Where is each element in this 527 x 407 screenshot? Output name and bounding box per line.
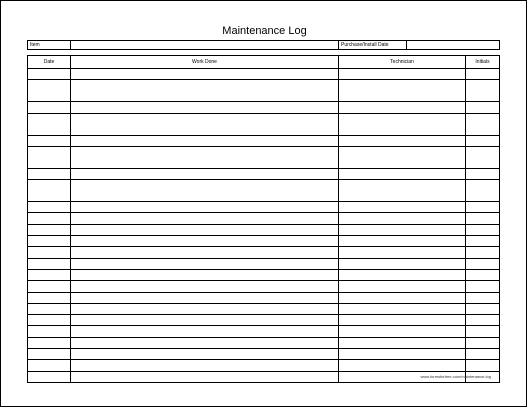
log-cell-initials[interactable]: [466, 135, 500, 146]
log-cell-work-done[interactable]: [71, 80, 339, 102]
log-cell-date[interactable]: [28, 292, 71, 303]
footer-url: www.formsforfree.com/maintenance-log: [420, 374, 491, 379]
log-cell-technician[interactable]: [339, 69, 466, 80]
log-cell-work-done[interactable]: [71, 360, 339, 371]
log-cell-date[interactable]: [28, 371, 71, 382]
log-cell-technician[interactable]: [339, 269, 466, 280]
log-cell-technician[interactable]: [339, 315, 466, 326]
log-cell-date[interactable]: [28, 135, 71, 146]
column-header-initials: Initials: [466, 56, 500, 69]
log-row: [28, 69, 500, 80]
log-cell-date[interactable]: [28, 202, 71, 213]
log-cell-initials[interactable]: [466, 213, 500, 224]
log-cell-work-done[interactable]: [71, 102, 339, 113]
log-cell-work-done[interactable]: [71, 303, 339, 314]
log-row: [28, 281, 500, 292]
log-cell-technician[interactable]: [339, 80, 466, 102]
log-cell-work-done[interactable]: [71, 69, 339, 80]
log-cell-work-done[interactable]: [71, 269, 339, 280]
log-cell-work-done[interactable]: [71, 371, 339, 382]
log-cell-date[interactable]: [28, 247, 71, 258]
log-cell-initials[interactable]: [466, 258, 500, 269]
log-cell-initials[interactable]: [466, 337, 500, 348]
log-cell-work-done[interactable]: [71, 213, 339, 224]
log-cell-date[interactable]: [28, 337, 71, 348]
log-cell-work-done[interactable]: [71, 236, 339, 247]
column-header-technician: Technician: [339, 56, 466, 69]
log-row: [28, 360, 500, 371]
log-row: [28, 180, 500, 202]
log-cell-work-done[interactable]: [71, 281, 339, 292]
maintenance-log-table: [27, 55, 500, 383]
log-row: [28, 102, 500, 113]
log-cell-initials[interactable]: [466, 224, 500, 235]
log-cell-date[interactable]: [28, 258, 71, 269]
log-cell-technician[interactable]: [339, 281, 466, 292]
item-info-table: [27, 40, 500, 50]
log-cell-initials[interactable]: [466, 360, 500, 371]
log-cell-initials[interactable]: [466, 202, 500, 213]
log-row: [28, 292, 500, 303]
log-cell-date[interactable]: [28, 224, 71, 235]
log-cell-work-done[interactable]: [71, 315, 339, 326]
item-label: Item: [28, 41, 71, 50]
log-cell-technician[interactable]: [339, 360, 466, 371]
log-cell-technician[interactable]: [339, 135, 466, 146]
log-row: [28, 269, 500, 280]
log-cell-work-done[interactable]: [71, 292, 339, 303]
log-cell-date[interactable]: [28, 80, 71, 102]
header-row: [28, 56, 500, 69]
log-cell-technician[interactable]: [339, 337, 466, 348]
column-header-date: Date: [28, 56, 71, 69]
log-row: [28, 337, 500, 348]
log-cell-technician[interactable]: [339, 224, 466, 235]
log-cell-initials[interactable]: [466, 269, 500, 280]
log-cell-work-done[interactable]: [71, 337, 339, 348]
log-cell-date[interactable]: [28, 269, 71, 280]
log-cell-initials[interactable]: [466, 247, 500, 258]
log-cell-date[interactable]: [28, 303, 71, 314]
log-cell-initials[interactable]: [466, 80, 500, 102]
log-row: [28, 80, 500, 102]
log-cell-work-done[interactable]: [71, 113, 339, 135]
log-cell-date[interactable]: [28, 113, 71, 135]
log-cell-work-done[interactable]: [71, 258, 339, 269]
log-cell-initials[interactable]: [466, 349, 500, 360]
log-cell-date[interactable]: [28, 180, 71, 202]
log-row: [28, 258, 500, 269]
log-cell-initials[interactable]: [466, 303, 500, 314]
log-cell-technician[interactable]: [339, 113, 466, 135]
log-cell-date[interactable]: [28, 360, 71, 371]
log-cell-initials[interactable]: [466, 69, 500, 80]
log-cell-work-done[interactable]: [71, 168, 339, 179]
purchase-date-field[interactable]: [407, 41, 500, 50]
item-info-row: [28, 41, 500, 50]
log-row: [28, 303, 500, 314]
column-header-work-done: Work Done: [71, 56, 339, 69]
log-row: [28, 315, 500, 326]
log-cell-initials[interactable]: [466, 292, 500, 303]
log-cell-initials[interactable]: [466, 326, 500, 337]
log-cell-work-done[interactable]: [71, 146, 339, 168]
log-row: [28, 202, 500, 213]
log-cell-initials[interactable]: [466, 146, 500, 168]
log-cell-technician[interactable]: [339, 102, 466, 113]
purchase-date-label: Purchase/Install Date: [339, 41, 407, 50]
log-cell-technician[interactable]: [339, 303, 466, 314]
log-cell-technician[interactable]: [339, 236, 466, 247]
log-row: [28, 213, 500, 224]
log-row: [28, 326, 500, 337]
log-cell-work-done[interactable]: [71, 247, 339, 258]
log-body: [28, 69, 500, 383]
log-cell-technician[interactable]: [339, 180, 466, 202]
log-row: [28, 247, 500, 258]
log-cell-work-done[interactable]: [71, 224, 339, 235]
log-row: [28, 146, 500, 168]
log-cell-date[interactable]: [28, 349, 71, 360]
page-title: Maintenance Log: [222, 25, 307, 37]
log-cell-date[interactable]: [28, 281, 71, 292]
log-cell-initials[interactable]: [466, 281, 500, 292]
log-cell-technician[interactable]: [339, 292, 466, 303]
log-cell-work-done[interactable]: [71, 326, 339, 337]
log-row: [28, 349, 500, 360]
item-field[interactable]: [71, 41, 339, 50]
log-row: [28, 135, 500, 146]
log-cell-work-done[interactable]: [71, 202, 339, 213]
log-cell-initials[interactable]: [466, 102, 500, 113]
log-cell-initials[interactable]: [466, 168, 500, 179]
log-row: [28, 113, 500, 135]
log-cell-date[interactable]: [28, 102, 71, 113]
log-cell-technician[interactable]: [339, 326, 466, 337]
log-cell-technician[interactable]: [339, 146, 466, 168]
log-row: [28, 168, 500, 179]
log-cell-work-done[interactable]: [71, 349, 339, 360]
log-cell-initials[interactable]: [466, 315, 500, 326]
log-row: [28, 224, 500, 235]
log-cell-date[interactable]: [28, 236, 71, 247]
log-cell-work-done[interactable]: [71, 135, 339, 146]
log-cell-technician[interactable]: [339, 168, 466, 179]
log-cell-technician[interactable]: [339, 258, 466, 269]
log-cell-technician[interactable]: [339, 247, 466, 258]
log-cell-date[interactable]: [28, 69, 71, 80]
log-cell-date[interactable]: [28, 315, 71, 326]
log-cell-date[interactable]: [28, 326, 71, 337]
log-cell-initials[interactable]: [466, 180, 500, 202]
log-cell-initials[interactable]: [466, 236, 500, 247]
log-cell-technician[interactable]: [339, 349, 466, 360]
log-cell-work-done[interactable]: [71, 180, 339, 202]
log-cell-date[interactable]: [28, 168, 71, 179]
log-cell-initials[interactable]: [466, 113, 500, 135]
log-cell-technician[interactable]: [339, 213, 466, 224]
log-cell-technician[interactable]: [339, 202, 466, 213]
log-row: [28, 236, 500, 247]
log-cell-date[interactable]: [28, 146, 71, 168]
log-cell-date[interactable]: [28, 213, 71, 224]
